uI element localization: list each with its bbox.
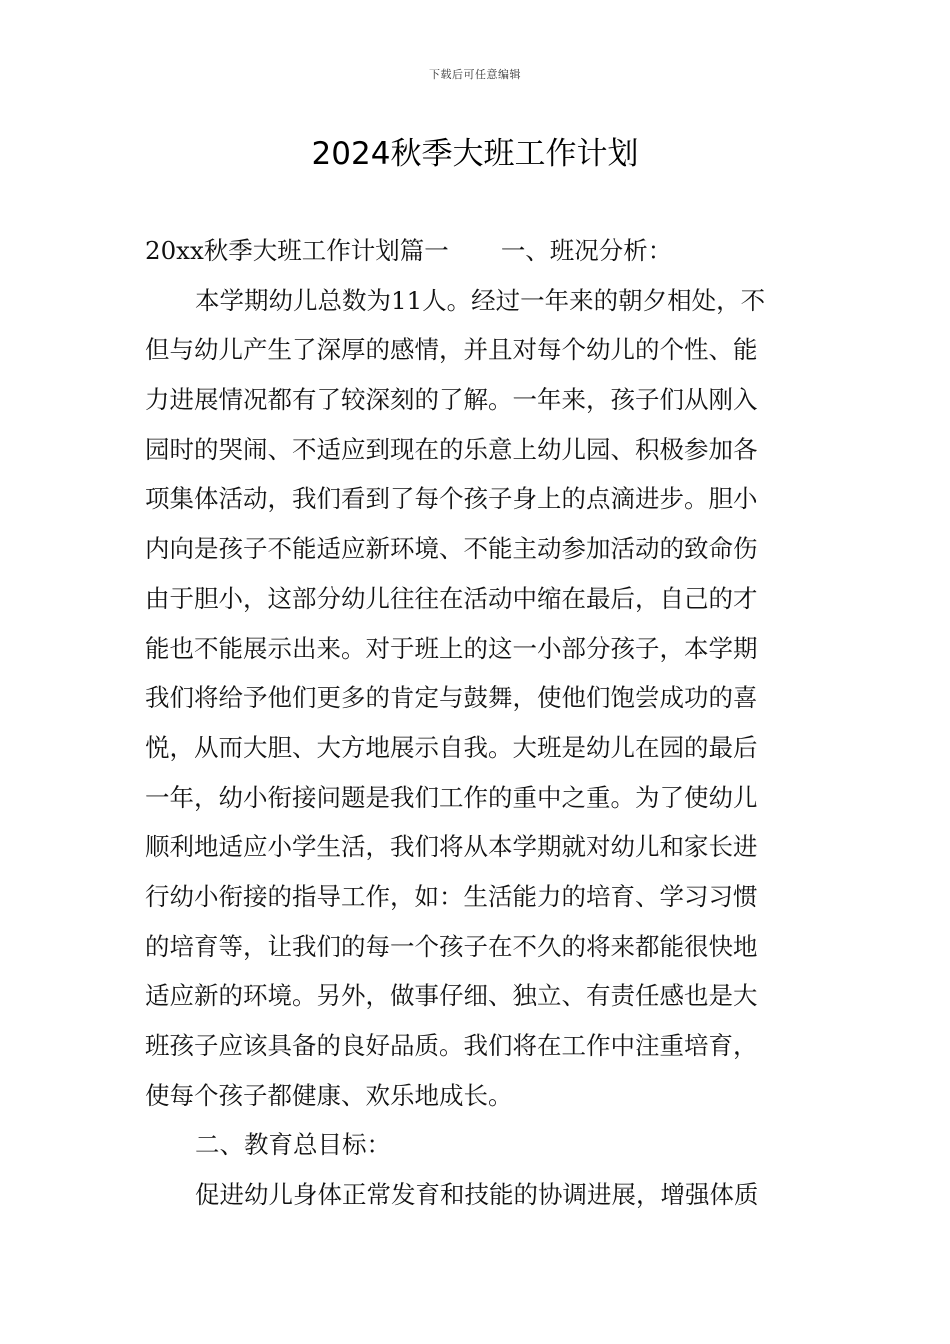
- paragraph-line: 项集体活动，我们看到了每个孩子身上的点滴进步。胆小: [145, 484, 758, 514]
- paragraph-line: 适应新的环境。另外，做事仔细、独立、有责任感也是大: [145, 981, 758, 1011]
- document-subtitle: 20xx秋季大班工作计划篇一: [145, 236, 449, 265]
- paragraph-line: 内向是孩子不能适应新环境、不能主动参加活动的致命伤: [145, 534, 758, 564]
- section-heading-2: 二、教育总目标：: [195, 1130, 391, 1160]
- paragraph-line: 我们将给予他们更多的肯定与鼓舞，使他们饱尝成功的喜: [145, 683, 758, 713]
- document-body: [145, 226, 810, 1220]
- page-title: 2024秋季大班工作计划: [311, 136, 639, 172]
- paragraph-line: 但与幼儿产生了深厚的感情，并且对每个幼儿的个性、能: [145, 335, 758, 365]
- header-note: 下载后可任意编辑: [429, 68, 521, 81]
- paragraph-line: 促进幼儿身体正常发育和技能的协调进展，增强体质: [195, 1180, 759, 1210]
- paragraph-line: 顺利地适应小学生活，我们将从本学期就对幼儿和家长进: [145, 832, 758, 862]
- paragraph-line: 园时的哭闹、不适应到现在的乐意上幼儿园、积极参加各: [145, 434, 758, 464]
- paragraph-line: 本学期幼儿总数为11人。经过一年来的朝夕相处，不: [195, 285, 766, 315]
- paragraph-line: 能也不能展示出来。对于班上的这一小部分孩子，本学期: [145, 633, 758, 663]
- paragraph-line: 一年，幼小衔接问题是我们工作的重中之重。为了使幼儿: [145, 782, 758, 812]
- section-heading-1: 一、班况分析：: [500, 236, 673, 265]
- paragraph-line: 班孩子应该具备的良好品质。我们将在工作中注重培育，: [145, 1031, 758, 1060]
- intro-line: [145, 226, 810, 276]
- paragraph-line: 由于胆小，这部分幼儿往往在活动中缩在最后，自己的才: [145, 583, 758, 613]
- paragraph-line: 的培育等，让我们的每一个孩子在不久的将来都能很快地: [145, 931, 758, 961]
- paragraph-line: 使每个孩子都健康、欢乐地成长。: [145, 1080, 513, 1110]
- paragraph-line: 行幼小衔接的指导工作，如：生活能力的培育、学习习惯: [145, 881, 758, 911]
- paragraph-line: 悦，从而大胆、大方地展示自我。大班是幼儿在园的最后: [145, 732, 758, 762]
- paragraph-line: 力进展情况都有了较深刻的了解。一年来，孩子们从刚入: [145, 385, 758, 415]
